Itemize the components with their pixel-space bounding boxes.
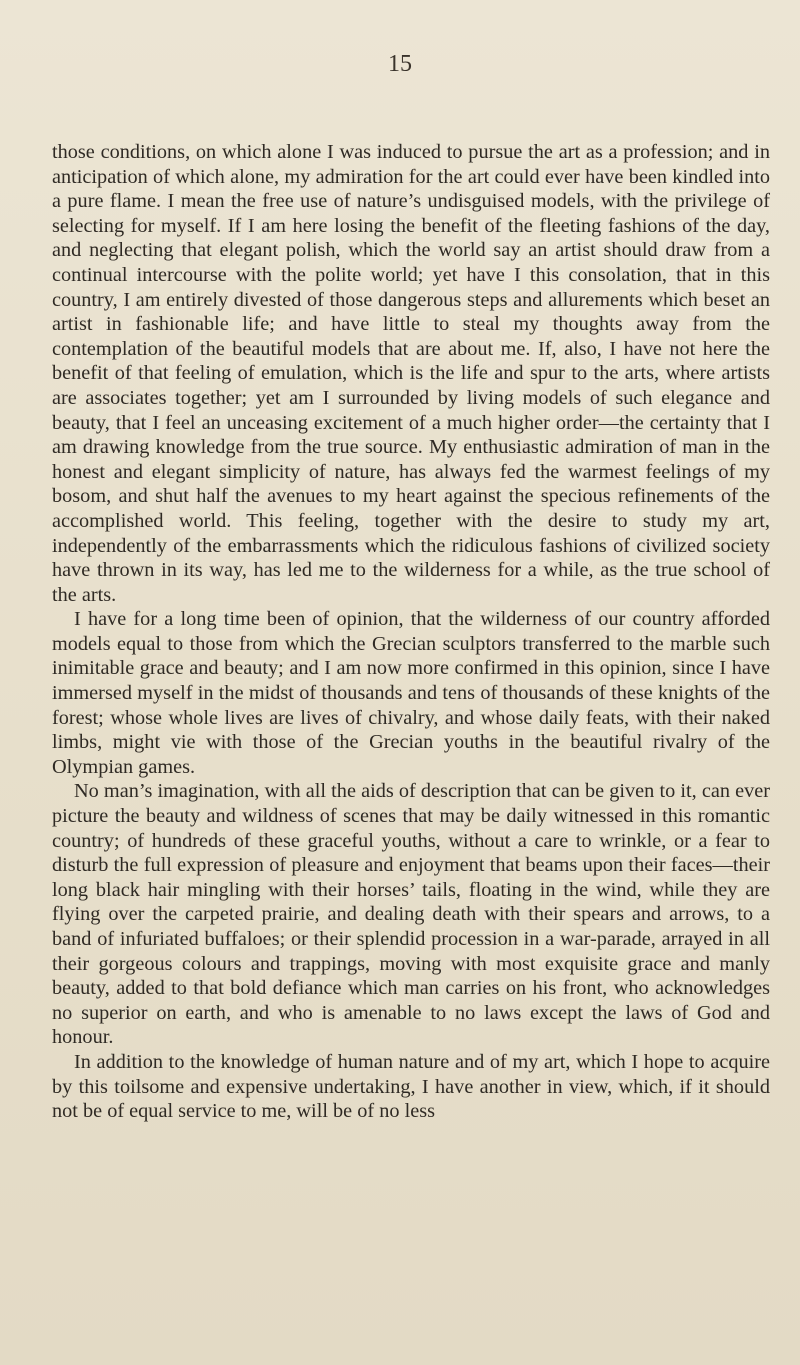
paragraph-4: In addition to the knowledge of human nature and of my art, which I hope to acquire by this toilsome and expensive undertaking, I have another in view, which, if it should not be of equal service to me, will be of no less <box>52 1050 770 1123</box>
page-number: 15 <box>388 51 412 77</box>
paragraph-3: No man’s imagination, with all the aids of description that can be given to it, can ever picture the beauty and wildness of scenes that may be daily witnessed in this romantic country; of hundreds of these graceful youths, without a care to wrinkle, or a fear to disturb the full expression of pleasure and enjoyment that beams upon their faces—their long black hair mingling with their horses’ tails, floating in the wind, while they are flying over the carpeted prairie, and dealing death with their spears and arrows, to a band of infuriated buffaloes; or their splendid procession in a war-parade, arrayed in all their gorgeous colours and trappings, moving with most exquisite grace and manly beauty, added to that bold defiance which man carries on his front, who acknowledges no superior on earth, and who is amenable to no laws except the laws of God and honour. <box>52 780 770 1049</box>
paragraph-2: I have for a long time been of opinion, that the wilderness of our country afforded models equal to those from which the Grecian sculptors transferred to the marble such inimitable grace and beauty; and I am now more confirmed in this opinion, since I have immersed myself in the midst of thousands and tens of thousands of these knights of the forest; whose whole lives are lives of chivalry, and whose daily feats, with their naked limbs, might vie with those of the Grecian youths in the beautiful rivalry of the Olympian games. <box>52 608 770 778</box>
body-text <box>52 140 770 1124</box>
paragraph-1: those conditions, on which alone I was induced to pursue the art as a profession; and in anticipation of which alone, my admiration for the art could ever have been kindled into a pure flame. I mean the free use of nature’s undisguised models, with the privilege of selecting for myself. If I am here losing the benefit of the fleeting fashions of the day, and neglecting that elegant polish, which the world say an artist should draw from a continual intercourse with the polite world; yet have I this consolation, that in this country, I am entirely divested of those dangerous steps and allurements which beset an artist in fashionable life; and have little to steal my thoughts away from the contemplation of the beautiful models that are about me. If, also, I have not here the benefit of that feeling of emulation, which is the life and spur to the arts, where artists are associates together; yet am I surrounded by living models of such elegance and beauty, that I feel an unceasing excitement of a much higher order—the certainty that I am drawing knowledge from the true source. My enthusiastic admiration of man in the honest and elegant simplicity of nature, has always fed the warmest feelings of my bosom, and shut half the avenues to my heart against the specious refinements of the accomplished world. This feeling, together with the desire to study my art, independently of the embarrassments which the ridiculous fashions of civilized society have thrown in its way, has led me to the wilderness for a while, as the true school of the arts. <box>52 141 770 606</box>
